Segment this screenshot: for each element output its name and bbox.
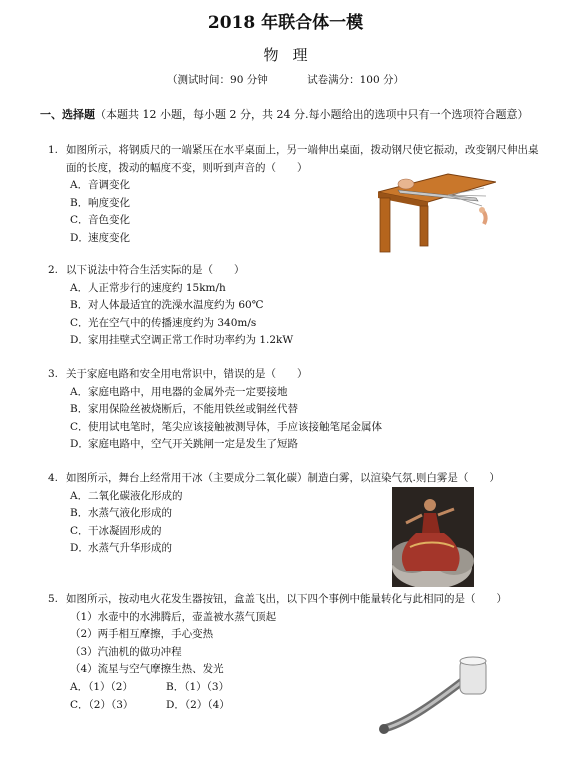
option-text: （1）（3） <box>184 680 230 693</box>
option-d <box>40 436 540 454</box>
option-a <box>70 679 166 697</box>
question-number: 4. <box>48 472 59 484</box>
question-text: 以下说法中符合生活实际的是（ ） <box>66 264 245 276</box>
option-text: 干冰凝固形成的 <box>88 524 162 537</box>
option-text: 使用试电笔时，笔尖应该接触被测导体，手应该接触笔尾金属体 <box>88 420 382 433</box>
option-label: A． <box>70 179 89 192</box>
option-label: A． <box>70 680 89 693</box>
stage-dancer-fog-figure <box>392 487 474 587</box>
question-stem <box>40 591 545 609</box>
option-text: 水蒸气液化形成的 <box>88 507 172 520</box>
statement-2: （2）两手相互摩擦，手心变热 <box>70 628 214 641</box>
option-text: 响度变化 <box>88 196 130 209</box>
option-c <box>40 315 540 333</box>
exam-meta <box>0 72 571 87</box>
option-label: C． <box>70 316 89 329</box>
question-stem <box>40 262 540 280</box>
option-d <box>40 332 540 350</box>
section-header <box>40 106 545 124</box>
section-description: （本题共 12 小题，每小题 2 分，共 24 分.每小题给出的选项中只有一个选项符合题意） <box>95 108 529 121</box>
option-text: 水蒸气升华形成的 <box>88 542 172 555</box>
option-label: D． <box>70 542 89 555</box>
spark-generator-figure <box>368 652 498 736</box>
option-label: A． <box>70 281 89 294</box>
question-3 <box>40 366 540 454</box>
option-d <box>166 697 262 715</box>
statement-4: （4）流星与空气摩擦生热、发光 <box>70 663 224 676</box>
statement-1: （1）水壶中的水沸腾后，壶盖被水蒸气顶起 <box>70 610 277 623</box>
option-text: 二氧化碳液化形成的 <box>88 489 183 502</box>
option-b <box>40 297 540 315</box>
option-label: C． <box>70 214 89 227</box>
question-2 <box>40 262 540 350</box>
option-text: 对人体最适宜的洗澡水温度约为 60℃ <box>88 299 264 312</box>
option-text: 家庭电路中，用电器的金属外壳一定要接地 <box>88 385 288 398</box>
option-label: B． <box>166 680 185 693</box>
option-text: 音色变化 <box>88 214 130 227</box>
option-b <box>40 401 540 419</box>
option-label: A． <box>70 489 89 502</box>
option-label: B． <box>70 403 89 416</box>
option-a <box>40 384 540 402</box>
option-label: C． <box>70 420 89 433</box>
option-label: C． <box>70 698 89 711</box>
option-text: 家用保险丝被烧断后，不能用铁丝或铜丝代替 <box>88 403 298 416</box>
option-a <box>40 177 340 195</box>
question-number: 1. <box>48 144 59 156</box>
question-text: 如图所示，舞台上经常用干冰（主要成分二氧化碳）制造白雾，以渲染气氛.则白雾是（ ） <box>66 472 500 484</box>
option-c <box>40 212 340 230</box>
option-text: 家庭电路中，空气开关跳闸一定是发生了短路 <box>88 438 298 451</box>
option-label: D． <box>70 231 89 244</box>
option-b <box>166 679 262 697</box>
option-label: A． <box>70 385 89 398</box>
question-number: 2. <box>48 264 59 276</box>
option-text: 音调变化 <box>88 179 130 192</box>
option-text: （1）（2） <box>88 680 133 693</box>
statement-3: （3）汽油机的做功冲程 <box>70 645 182 658</box>
option-b <box>40 195 340 213</box>
option-text: （2）（3） <box>88 698 134 711</box>
question-number: 5. <box>48 593 59 605</box>
question-text: 如图所示，按动电火花发生器按钮，盒盖飞出，以下四个事例中能量转化与此相同的是（ ） <box>66 593 507 605</box>
option-label: B． <box>70 196 89 209</box>
question-stem <box>40 470 550 488</box>
option-d <box>40 230 340 248</box>
option-text: （2）（4） <box>184 698 230 711</box>
question-stem <box>40 366 540 384</box>
option-label: B． <box>70 507 89 520</box>
section-heading: 一、选择题 <box>40 108 95 121</box>
option-text: 家用挂壁式空调正常工作时功率约为 1.2kW <box>88 334 294 347</box>
option-text: 光在空气中的传播速度约为 340m/s <box>88 316 257 329</box>
option-a <box>40 280 540 298</box>
question-text: 如图所示，将钢质尺的一端紧压在水平桌面上，另一端伸出桌面，拨动钢尺使它振动，改变钢尺伸出桌面的长度，拨动的幅度不变，则听到声音的（ ） <box>66 144 539 174</box>
option-label: D． <box>70 334 89 347</box>
option-c <box>40 419 540 437</box>
question-number: 3. <box>48 368 59 380</box>
option-c <box>70 697 166 715</box>
ruler-on-table-figure <box>378 172 496 254</box>
exam-title: 2018 年联合体一模 <box>207 13 364 33</box>
exam-time: （测试时间：90 分钟 <box>167 74 268 86</box>
option-label: D． <box>166 698 185 711</box>
option-text: 人正常步行的速度约 15km/h <box>88 281 226 294</box>
option-text: 速度变化 <box>88 231 130 244</box>
option-label: C． <box>70 524 89 537</box>
subject-heading: 物理 <box>263 46 322 64</box>
option-label: B． <box>70 299 89 312</box>
exam-score: 试卷满分：100 分） <box>307 74 404 86</box>
question-text: 关于家庭电路和安全用电常识中，错误的是（ ） <box>66 368 308 380</box>
option-label: D． <box>70 438 89 451</box>
